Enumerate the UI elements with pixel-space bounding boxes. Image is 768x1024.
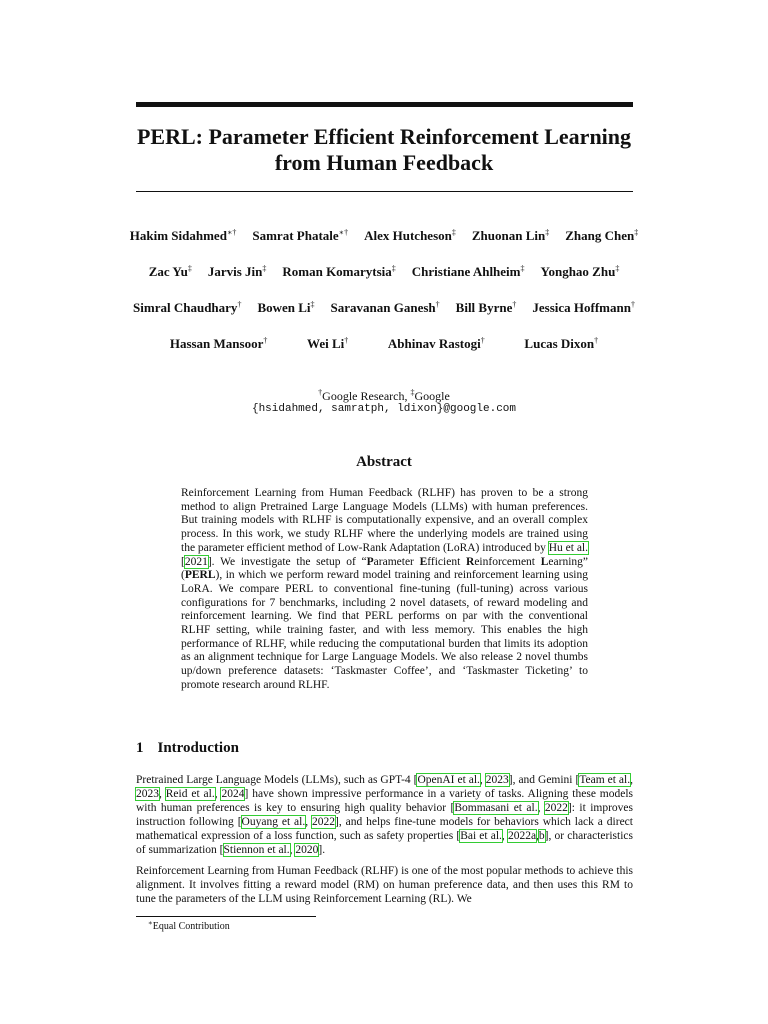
citation-link[interactable]: OpenAI et al. — [417, 774, 480, 786]
citation-link[interactable]: 2022 — [544, 802, 568, 814]
author: Hassan Mansoor† — [169, 336, 268, 351]
abstract-body: Reinforcement Learning from Human Feedback (RLHF) has proven to be a strong method to align Pretrained Large Language Models (LLMs) with human preferences. But training models with RLHF is computationally expensive, and an overall complex process. In this work, we study RLHF where the underlying models are trained using the parameter efficient method of Low-Rank Adaptation (LoRA) introduced by Hu et al. [2021]. We investigate the setup of “Parameter Efficient Reinforcement Learning” (PERL), in which we perform reward model training and reinforcement learning using LoRA. We compare PERL to conventional fine-tuning (full-tuning) across various configurations for 7 benchmarks, including 2 novel datasets, of reward modeling and reinforcement learning. We find that PERL performs on par with the conventional RLHF setting, while training faster, and with less memory. This enables the high performance of RLHF, while reducing the computational burden that limits its adoption as an alignment technique for Large Language Models. We also release 2 novel thumbs up/down preference datasets: ‘Taskmaster Coffee’, and ‘Taskmaster Ticketing’ to promote research around RLHF. — [181, 487, 588, 691]
author-row-1 — [120, 228, 648, 244]
author: Roman Komarytsia‡ — [282, 264, 396, 279]
author: Zac Yu‡ — [148, 264, 192, 279]
title-bottom-rule — [136, 191, 633, 192]
author: Bill Byrne† — [455, 300, 517, 315]
citation-link[interactable]: Hu et al. — [548, 541, 588, 554]
author-row-4 — [150, 336, 618, 352]
author: Yonghao Zhu‡ — [540, 264, 620, 279]
author: Abhinav Rastogi† — [387, 336, 485, 351]
citation-link[interactable]: Team et al. — [579, 774, 631, 786]
affiliations: †Google Research, ‡Google — [318, 388, 450, 403]
author-row-3 — [120, 300, 648, 316]
footnote: ∗Equal Contribution — [148, 919, 230, 932]
author: Wei Li† — [307, 336, 349, 351]
citation-link[interactable]: Reid et al. — [165, 788, 215, 800]
author: Lucas Dixon† — [524, 336, 599, 351]
author: Zhuonan Lin‡ — [471, 228, 550, 243]
title-line-1: PERL: Parameter Efficient Reinforcement Learning — [136, 124, 632, 149]
author: Jarvis Jin‡ — [207, 264, 267, 279]
citation-link[interactable]: 2021 — [184, 555, 208, 568]
citation-link[interactable]: 2023 — [485, 774, 509, 786]
author-emails: {hsidahmed, samratph, ldixon}@google.com — [251, 403, 517, 415]
citation-link[interactable]: b — [538, 830, 545, 842]
intro-paragraph-2: Reinforcement Learning from Human Feedback (RLHF) is one of the most popular methods to achieve this alignment. It involves fitting a reward model (RM) on human preference data, and then uses this RM to tune the parameters of the LLM using Reinforcement Learning (RL). We — [136, 865, 633, 905]
author: Hakim Sidahmed∗† — [129, 228, 237, 243]
author: Bowen Li‡ — [257, 300, 315, 315]
paper-title — [110, 124, 658, 176]
intro-paragraph-1: Pretrained Large Language Models (LLMs), such as GPT-4 [OpenAI et al., 2023], and Gemini [Team et al., 2023, Reid et al., 2024] have shown impressive performance in a variety of tasks. Aligning these models with human preferences is key to ensuring high quality behavior [Bommasani et al., 2022]: it improves instruction following [Ouyang et al., 2022], and helps fine-tune models for behaviors which lack a direct mathematical expression of a loss function, such as safety properties [Bai et al., 2022a,b], or characteristics of summarization [Stiennon et al., 2020]. — [136, 774, 634, 856]
citation-link[interactable]: Stiennon et al. — [223, 844, 290, 856]
citation-link[interactable]: Ouyang et al. — [241, 816, 306, 828]
abstract-heading: Abstract — [356, 454, 412, 470]
author: Simral Chaudhary† — [133, 300, 242, 315]
author: Saravanan Ganesh† — [330, 300, 440, 315]
citation-link[interactable]: 2023 — [136, 788, 159, 800]
citation-link[interactable]: 2022 — [312, 816, 336, 828]
section-heading: 1 Introduction — [136, 740, 239, 756]
author: Samrat Phatale∗† — [252, 228, 349, 243]
citation-link[interactable]: 2022a — [507, 830, 537, 842]
citation-link[interactable]: 2020 — [295, 844, 319, 856]
author: Christiane Ahlheim‡ — [411, 264, 525, 279]
footnote-rule — [136, 916, 316, 917]
title-line-2: from Human Feedback — [274, 150, 494, 175]
citation-link[interactable]: 2024 — [221, 788, 245, 800]
citation-link[interactable]: Bommasani et al. — [454, 802, 538, 814]
author-row-2 — [120, 264, 648, 280]
author: Jessica Hoffmann† — [532, 300, 635, 315]
title-top-rule — [136, 102, 633, 107]
author: Zhang Chen‡ — [565, 228, 639, 243]
author: Alex Hutcheson‡ — [364, 228, 456, 243]
citation-link[interactable]: Bai et al. — [460, 830, 502, 842]
